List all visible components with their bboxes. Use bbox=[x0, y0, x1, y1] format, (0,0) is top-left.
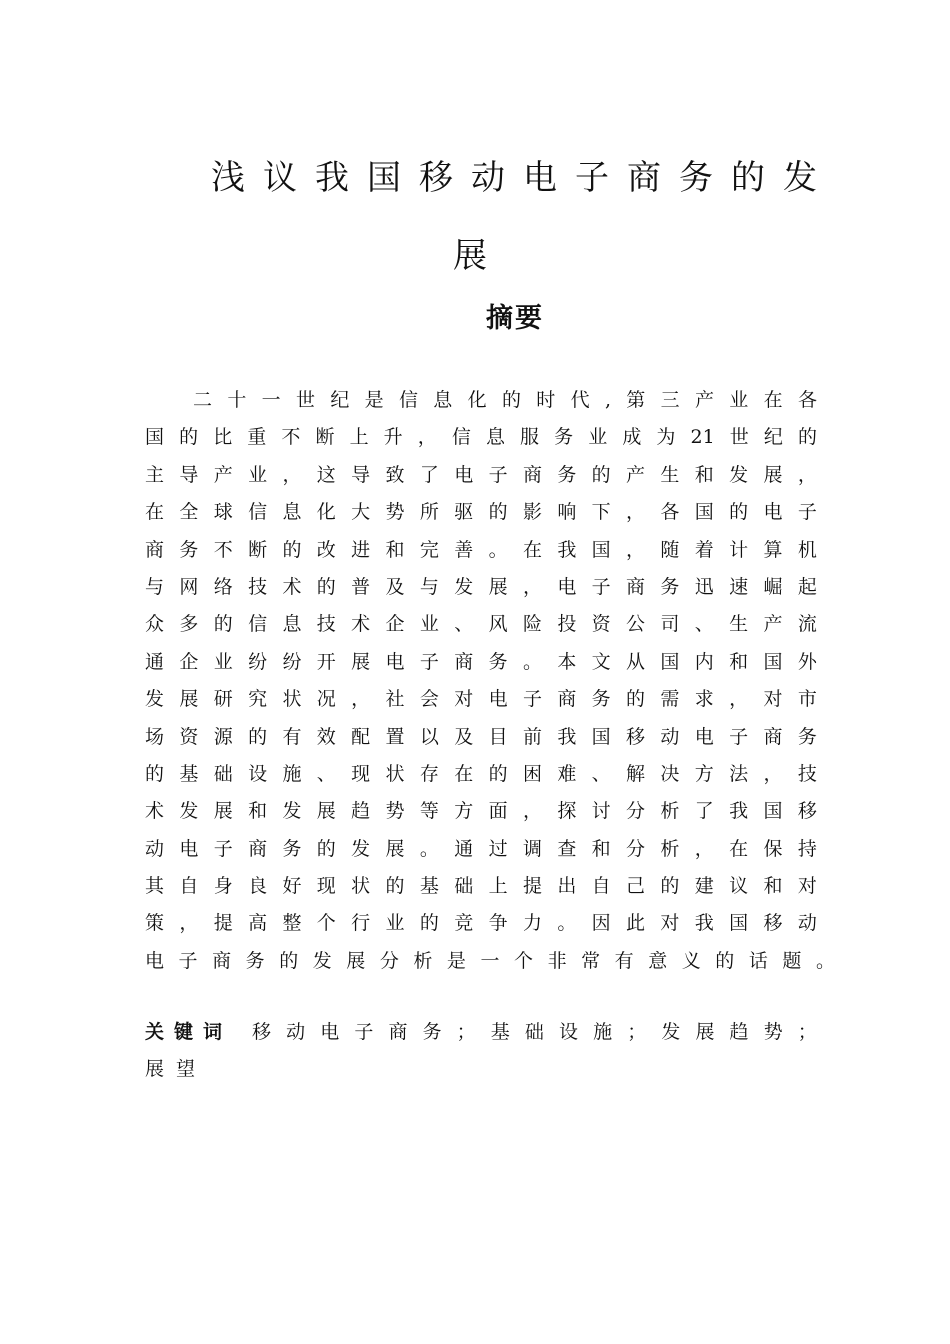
abstract-line: 的 基 础 设 施 、 现 状 存 在 的 困 难 、 解 决 方 法 ， 技 bbox=[145, 762, 817, 785]
abstract-line: 术 发 展 和 发 展 趋 势 等 方 面 ， 探 讨 分 析 了 我 国 移 bbox=[145, 800, 817, 823]
keywords-block bbox=[145, 1014, 817, 1088]
keywords-line bbox=[145, 1014, 817, 1051]
abstract-line: 国 的 比 重 不 断 上 升 ， 信 息 服 务 业 成 为 21 世 纪 的 bbox=[145, 426, 817, 449]
abstract-line: 策 ， 提 高 整 个 行 业 的 竞 争 力 。 因 此 对 我 国 移 动 bbox=[145, 912, 817, 935]
abstract-body bbox=[145, 382, 835, 980]
abstract-heading: 摘要 bbox=[486, 303, 544, 334]
keywords-label: 关键词 bbox=[145, 1021, 233, 1043]
document-title-line-1: 浅议我国移动电子商务的发 bbox=[211, 158, 835, 198]
abstract-line: 场 资 源 的 有 效 配 置 以 及 目 前 我 国 移 动 电 子 商 务 bbox=[145, 725, 817, 748]
abstract-line: 发 展 研 究 状 况 ， 社 会 对 电 子 商 务 的 需 求 ， 对 市 bbox=[145, 688, 817, 711]
abstract-line: 电 子 商 务 的 发 展 分 析 是 一 个 非 常 有 意 义 的 话 题 。 bbox=[145, 949, 835, 972]
keywords-text: 移 动 电 子 商 务 ； 基 础 设 施 ； 发 展 趋 势 ； bbox=[252, 1021, 817, 1043]
abstract-line: 商 务 不 断 的 改 进 和 完 善 。 在 我 国 ， 随 着 计 算 机 bbox=[145, 538, 817, 561]
keywords-line-2: 展望 bbox=[145, 1058, 208, 1080]
abstract-line: 其 自 身 良 好 现 状 的 基 础 上 提 出 自 己 的 建 议 和 对 bbox=[145, 875, 817, 898]
abstract-line: 与 网 络 技 术 的 普 及 与 发 展 ， 电 子 商 务 迅 速 崛 起 bbox=[145, 575, 817, 598]
abstract-line: 主 导 产 业 ， 这 导 致 了 电 子 商 务 的 产 生 和 发 展 ， bbox=[145, 463, 817, 486]
abstract-line: 通 企 业 纷 纷 开 展 电 子 商 务 。 本 文 从 国 内 和 国 外 bbox=[145, 650, 817, 673]
abstract-line: 动 电 子 商 务 的 发 展 。 通 过 调 查 和 分 析 ， 在 保 持 bbox=[145, 837, 817, 860]
document-title-line-2: 展 bbox=[453, 236, 505, 276]
abstract-line: 在 全 球 信 息 化 大 势 所 驱 的 影 响 下 ， 各 国 的 电 子 bbox=[145, 501, 817, 524]
abstract-line: 二 十 一 世 纪 是 信 息 化 的 时 代 , 第 三 产 业 在 各 bbox=[193, 389, 817, 411]
abstract-line: 众 多 的 信 息 技 术 企 业 、 风 险 投 资 公 司 、 生 产 流 bbox=[145, 613, 817, 636]
